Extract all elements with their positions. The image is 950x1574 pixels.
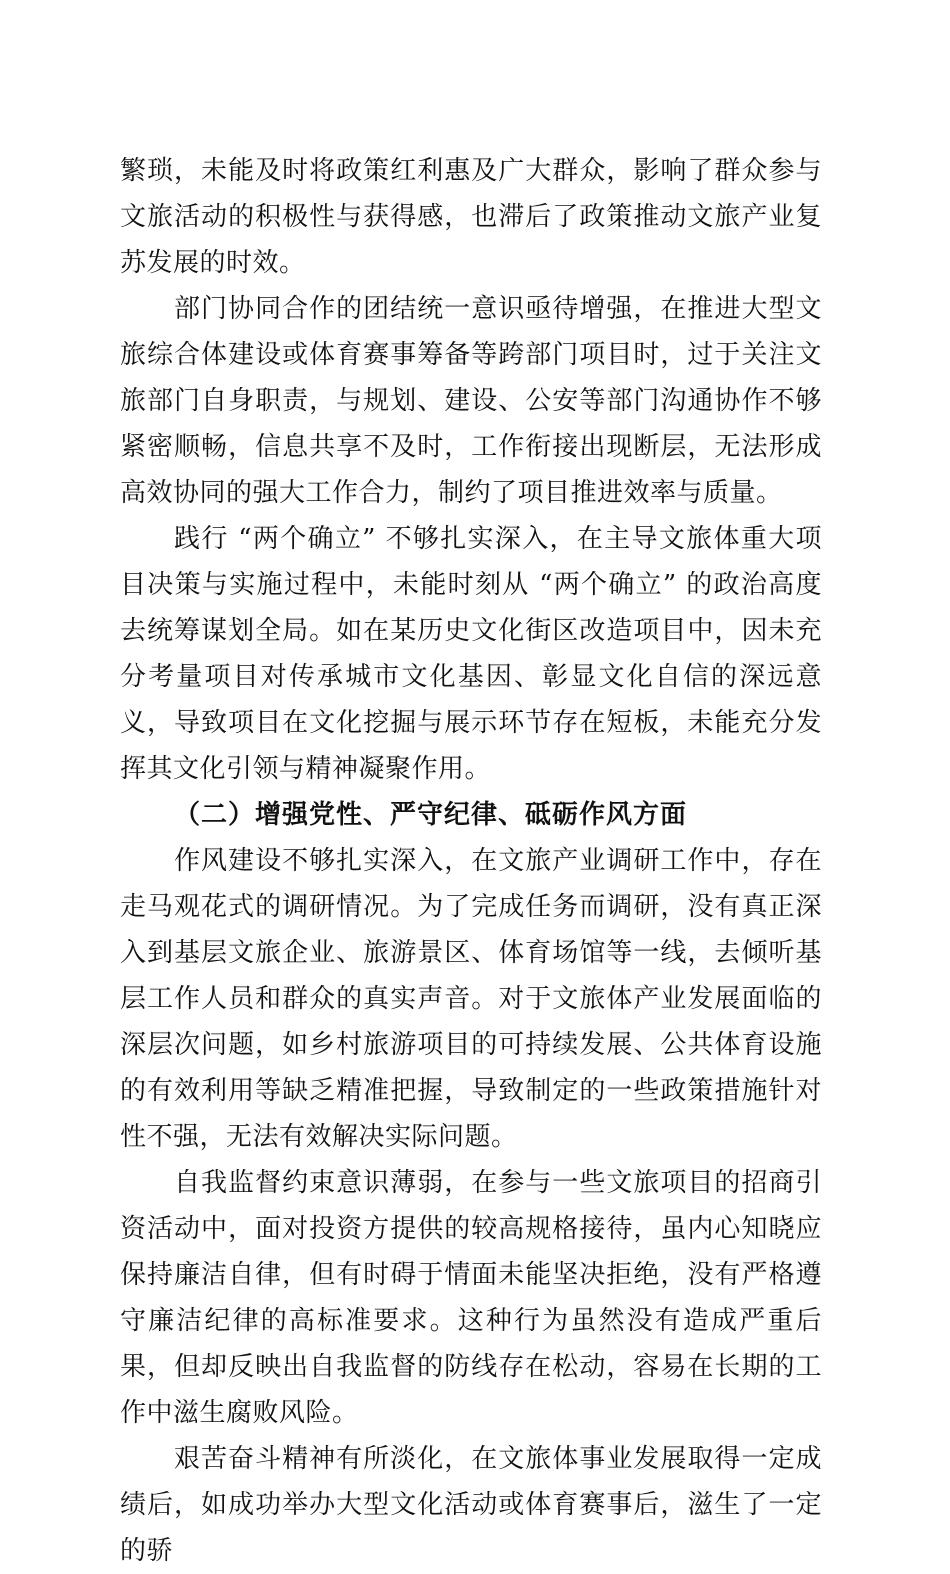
paragraph-work-style: 作风建设不够扎实深入，在文旅产业调研工作中，存在走马观花式的调研情况。为了完成任务而调研，没有真正深入到基层文旅企业、旅游景区、体育场馆等一线，去倾听基层工作人员和群众的真实声音。对于文旅体产业发展面临的深层次问题，如乡村旅游项目的可持续发展、公共体育设施的有效利用等缺乏精准把握，导致制定的一些政策措施针对性不强，无法有效解决实际问题。: [120, 846, 822, 1152]
paragraph-continuation: 繁琐，未能及时将政策红利惠及广大群众，影响了群众参与文旅活动的积极性与获得感，也滞后了政策推动文旅产业复苏发展的时效。: [120, 156, 822, 278]
paragraph-hard-work-spirit: 艰苦奋斗精神有所淡化，在文旅体事业发展取得一定成绩后，如成功举办大型文化活动或体育赛事后，滋生了一定的骄: [120, 1444, 822, 1566]
paragraph-self-supervision: 自我监督约束意识薄弱，在参与一些文旅项目的招商引资活动中，面对投资方提供的较高规格接待，虽内心知晓应保持廉洁自律，但有时碍于情面未能坚决拒绝，没有严格遵守廉洁纪律的高标准要求。这种行为虽然没有造成严重后果，但却反映出自我监督的防线存在松动，容易在长期的工作中滋生腐败风险。: [120, 1168, 822, 1428]
document-body: [120, 148, 822, 1574]
paragraph-department-coordination: 部门协同合作的团结统一意识亟待增强，在推进大型文旅综合体建设或体育赛事筹备等跨部门项目时，过于关注文旅部门自身职责，与规划、建设、公安等部门沟通协作不够紧密顺畅，信息共享不及时，工作衔接出现断层，无法形成高效协同的强大工作合力，制约了项目推进效率与质量。: [120, 294, 822, 508]
section-heading: （二）增强党性、严守纪律、砥砺作风方面: [174, 800, 688, 830]
paragraph-two-establishments: 践行 “两个确立” 不够扎实深入，在主导文旅体重大项目决策与实施过程中，未能时刻从 “两个确立” 的政治高度去统筹谋划全局。如在某历史文化街区改造项目中，因未充分考量项目对传承城市文化基因、彰显文化自信的深远意义，导致项目在文化挖掘与展示环节存在短板，未能充分发挥其文化引领与精神凝聚作用。: [120, 524, 822, 784]
